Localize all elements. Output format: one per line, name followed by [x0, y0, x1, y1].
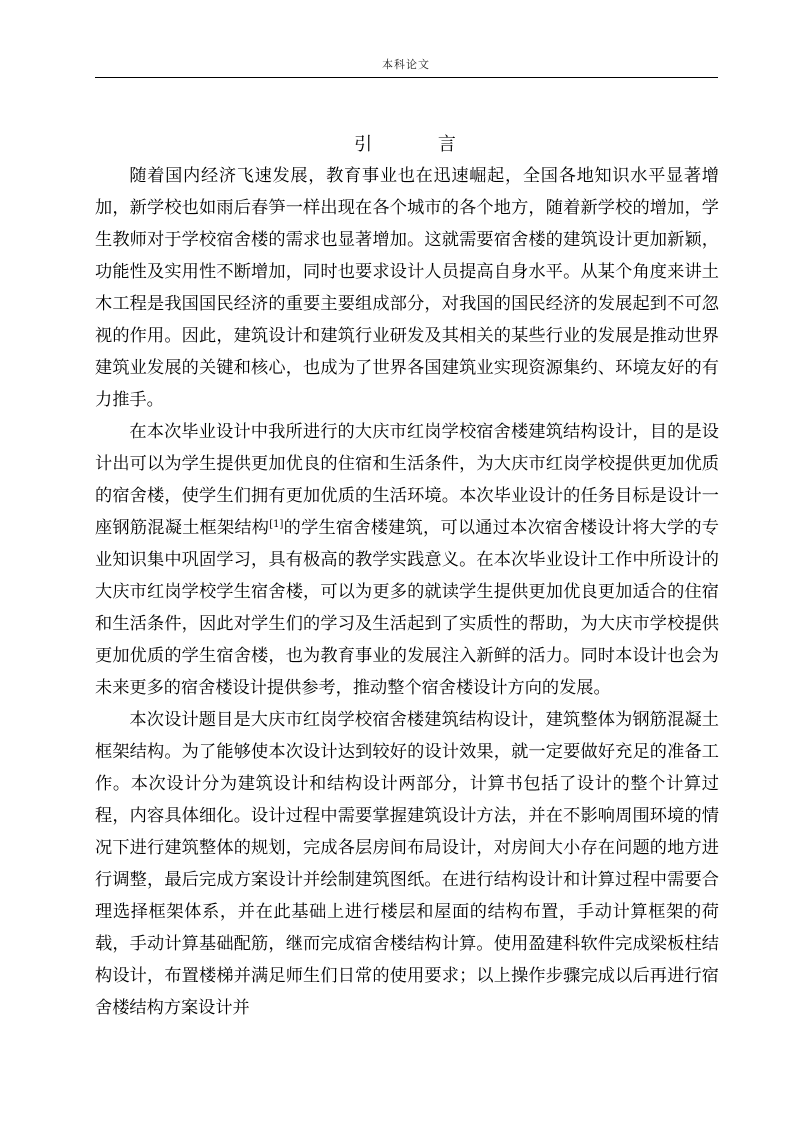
paragraph: [95, 704, 719, 1024]
running-header: 本科论文: [382, 58, 430, 71]
paragraph-text: 的学生宿舍楼建筑，可以通过本次宿舍楼设计将大学的专业知识集中巩固学习，具有极高的教学实践意义。在本次毕业设计工作中所设计的大庆市红岗学校学生宿舍楼，可以为更多的就读学生提供更加优良更加适合的住宿和生活条件，因此对学生们的学习及生活起到了实质性的帮助，为大庆市学校提供更加优质的学生宿舍楼，也为教育事业的发展注入新鲜的活力。同时本设计也会为未来更多的宿舍楼设计提供参考，推动整个宿舍楼设计方向的发展。: [95, 518, 719, 698]
citation-marker[interactable]: [1]: [269, 519, 284, 530]
paragraph: [95, 160, 719, 416]
paragraph-text: 在本次毕业设计中我所进行的大庆市红岗学校宿舍楼建筑结构设计，目的是设计出可以为学生提供更加优良的住宿和生活条件，为大庆市红岗学校提供更加优质的宿舍楼，使学生们拥有更加优质的生活环境。本次毕业设计的任务目标是设计一座钢筋混凝土框架结构: [95, 422, 719, 538]
paragraph-text: 随着国内经济飞速发展，教育事业也在迅速崛起，全国各地知识水平显著增加，新学校也如雨后春笋一样出现在各个城市的各个地方，随着新学校的增加，学生教师对于学校宿舍楼的需求也显著增加。这就需要宿舍楼的建筑设计更加新颖，功能性及实用性不断增加，同时也要求设计人员提高自身水平。从某个角度来讲土木工程是我国国民经济的重要主要组成部分，对我国的国民经济的发展起到不可忽视的作用。因此，建筑设计和建筑行业研发及其相关的某些行业的发展是推动世界建筑业发展的关键和核心，也成为了世界各国建筑业实现资源集约、环境友好的有力推手。: [95, 166, 719, 410]
paragraph: [95, 416, 719, 704]
body-text: [95, 160, 719, 1024]
header-rule: [95, 77, 718, 78]
paragraph-text: 本次设计题目是大庆市红岗学校宿舍楼建筑结构设计，建筑整体为钢筋混凝土框架结构。为了能够使本次设计达到较好的设计效果，就一定要做好充足的准备工作。本次设计分为建筑设计和结构设计两部分，计算书包括了设计的整个计算过程，内容具体细化。设计过程中需要掌握建筑设计方法，并在不影响周围环境的情况下进行建筑整体的规划，完成各层房间布局设计，对房间大小存在问题的地方进行调整，最后完成方案设计并绘制建筑图纸。在进行结构设计和计算过程中需要合理选择框架体系，并在此基础上进行楼层和屋面的结构布置，手动计算框架的荷载，手动计算基础配筋，继而完成宿舍楼结构计算。使用盈建科软件完成梁板柱结构设计，布置楼梯并满足师生们日常的使用要求；以上操作步骤完成以后再进行宿舍楼结构方案设计并: [95, 710, 719, 1018]
section-title: 引 言: [354, 134, 486, 155]
